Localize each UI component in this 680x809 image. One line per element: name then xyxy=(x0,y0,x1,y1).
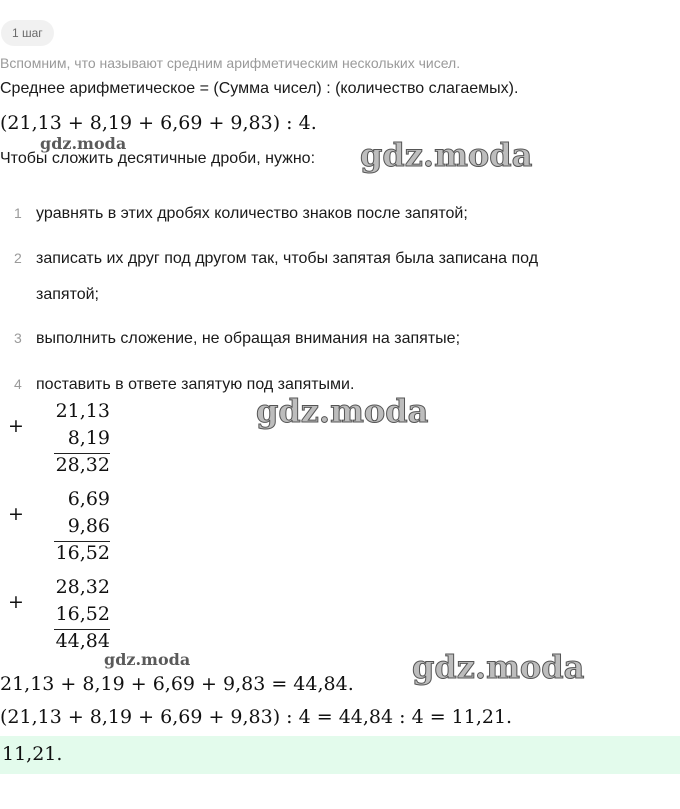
addend-b: 16,52 xyxy=(55,603,110,625)
column-addition-1 xyxy=(8,400,128,480)
plus-sign: + xyxy=(8,503,24,525)
list-item xyxy=(14,330,460,348)
list-text: записать их друг под другом так, чтобы запятая была записана под xyxy=(36,250,539,267)
addend-a: 6,69 xyxy=(67,488,110,510)
plus-sign: + xyxy=(8,591,24,613)
watermark-small-2: gdz.moda xyxy=(104,650,191,669)
list-item xyxy=(14,250,538,268)
step-badge: 1 шаг xyxy=(1,20,54,46)
list-text: уравнять в этих дробях количество знаков после запятой; xyxy=(36,205,468,222)
answer-value: 11,21. xyxy=(2,743,63,765)
watermark-small-1: gdz.moda xyxy=(40,134,127,153)
sum-value: 16,52 xyxy=(55,542,110,564)
watermark-large-1: gdz.moda xyxy=(360,136,533,174)
sum-value: 44,84 xyxy=(55,630,110,652)
watermark-large-3: gdz.moda xyxy=(412,648,585,686)
addend-b: 9,86 xyxy=(67,515,110,537)
addend-b: 8,19 xyxy=(67,427,110,449)
list-item xyxy=(14,205,468,223)
column-addition-3 xyxy=(8,576,128,656)
sum-value: 28,32 xyxy=(55,454,110,476)
plus-sign: + xyxy=(8,415,24,437)
definition-text: Среднее арифметическое = (Сумма чисел) : (количество слагаемых). xyxy=(0,80,519,97)
list-number: 3 xyxy=(14,330,22,346)
expression: (21,13 + 8,19 + 6,69 + 9,83) : 4. xyxy=(0,112,317,134)
mean-line: (21,13 + 8,19 + 6,69 + 9,83) : 4 = 44,84 : 4 = 11,21. xyxy=(0,706,513,728)
answer-box xyxy=(0,736,680,774)
list-text: поставить в ответе запятую под запятыми. xyxy=(36,376,355,393)
rule-intro: Чтобы сложить десятичные дроби, нужно: xyxy=(0,150,316,167)
intro-text: Вспомним, что называют средним арифметическим нескольких чисел. xyxy=(0,55,461,71)
list-number: 1 xyxy=(14,205,22,221)
watermark-large-2: gdz.moda xyxy=(256,392,429,430)
list-text-continuation: запятой; xyxy=(36,286,99,303)
list-number: 4 xyxy=(14,376,22,392)
list-text: выполнить сложение, не обращая внимания на запятые; xyxy=(36,330,461,347)
list-number: 2 xyxy=(14,250,22,266)
column-addition-2 xyxy=(8,488,128,568)
addend-a: 21,13 xyxy=(55,400,110,422)
sum-line: 21,13 + 8,19 + 6,69 + 9,83 = 44,84. xyxy=(0,673,354,695)
addend-a: 28,32 xyxy=(55,576,110,598)
